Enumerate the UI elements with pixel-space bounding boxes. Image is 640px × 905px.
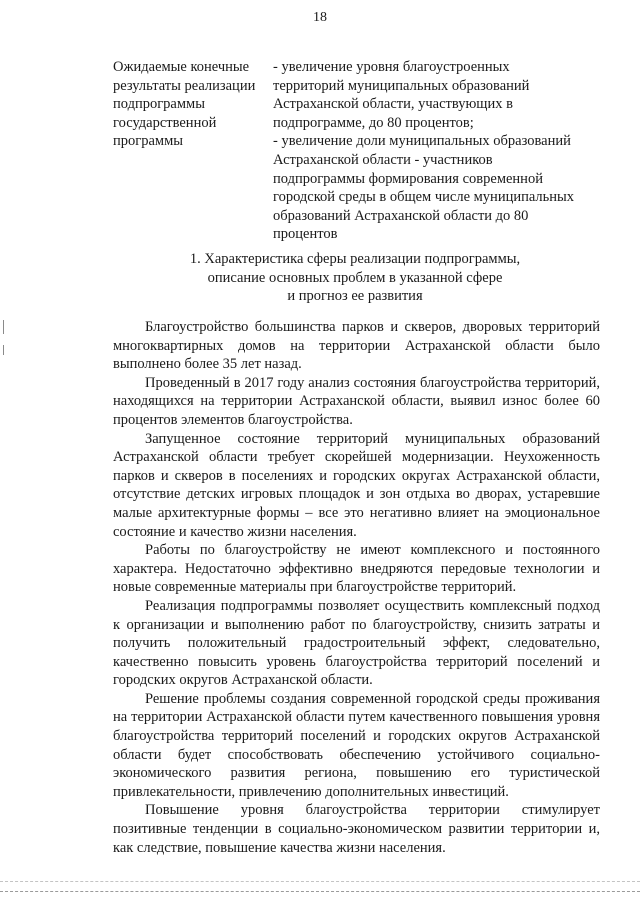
expected-result-item: - увеличение доли муниципальных образований Астраханской области - участников подпрограммы формирования современной городской среды в общем числе муниципальных образований Астраханской области до 80 процентов	[273, 133, 575, 243]
paragraph: Благоустройство большинства парков и скверов, дворовых территорий многоквартирных домов на территории Астраханской области было выполнено более 35 лет назад.	[113, 319, 600, 373]
section-title	[120, 250, 590, 306]
paragraph: Работы по благоустройству не имеют комплексного и постоянного характера. Недостаточно эффективно внедряются передовые технологии и новые современные материалы при благоустройстве территорий.	[113, 542, 600, 596]
section-title-line: и прогноз ее развития	[287, 288, 423, 305]
expected-results-values	[273, 58, 583, 244]
paragraph: Решение проблемы создания современной городской среды проживания на территории Астраханской области путем качественного повышения уровня благоустройства территорий поселений и городских округов Астраханской области будет способствовать обеспечению устойчивого социально-экономического развития региона, повышению его туристической привлекательности, привлечению дополнительных инвестиций.	[113, 690, 600, 800]
scan-edge-line	[0, 881, 640, 883]
expected-results-label: Ожидаемые конечные результаты реализации подпрограммы государственной программы	[113, 59, 256, 150]
paragraph: Повышение уровня благоустройства территории стимулирует позитивные тенденции в социально-экономическом развитии территории и, как следствие, повышение качества жизни населения.	[113, 802, 600, 856]
scan-margin-mark	[3, 320, 4, 334]
section-title-line: 1. Характеристика сферы реализации подпрограммы,	[189, 251, 521, 267]
expected-results-row	[113, 58, 583, 244]
expected-result-item: - увеличение уровня благоустроенных территорий муниципальных образований Астраханской области, участвующих в подпрограмме, до 80 процентов;	[273, 59, 530, 131]
body-text	[113, 318, 600, 857]
paragraph: Запущенное состояние территорий муниципальных образований Астраханской области требует скорейшей модернизации. Неухоженность парков и скверов в поселениях и городских округах Астраханской области, отсутствие детских игровых площадок и зон отдыха во дворах, устаревшие малые архитектурные формы – все это негативно влияет на эмоциональное состояние и качество жизни населения.	[113, 430, 600, 540]
paragraph: Реализация подпрограммы позволяет осуществить комплексный подход к организации и выполнению работ по благоустройству, снизить затраты и получить положительный градостроительный эффект, следовательно, качественно повысить уровень благоустройства территорий поселений и городских округов Астраханской области.	[113, 597, 600, 689]
paragraph: Проведенный в 2017 году анализ состояния благоустройства территорий, находящихся на территории Астраханской области, выявил износ более 60 процентов элементов благоустройства.	[113, 374, 600, 428]
page-number: 18	[313, 10, 327, 25]
scan-margin-mark	[3, 345, 4, 355]
section-title-line: описание основных проблем в указанной сфере	[207, 269, 503, 286]
scan-edge-line	[0, 891, 640, 893]
